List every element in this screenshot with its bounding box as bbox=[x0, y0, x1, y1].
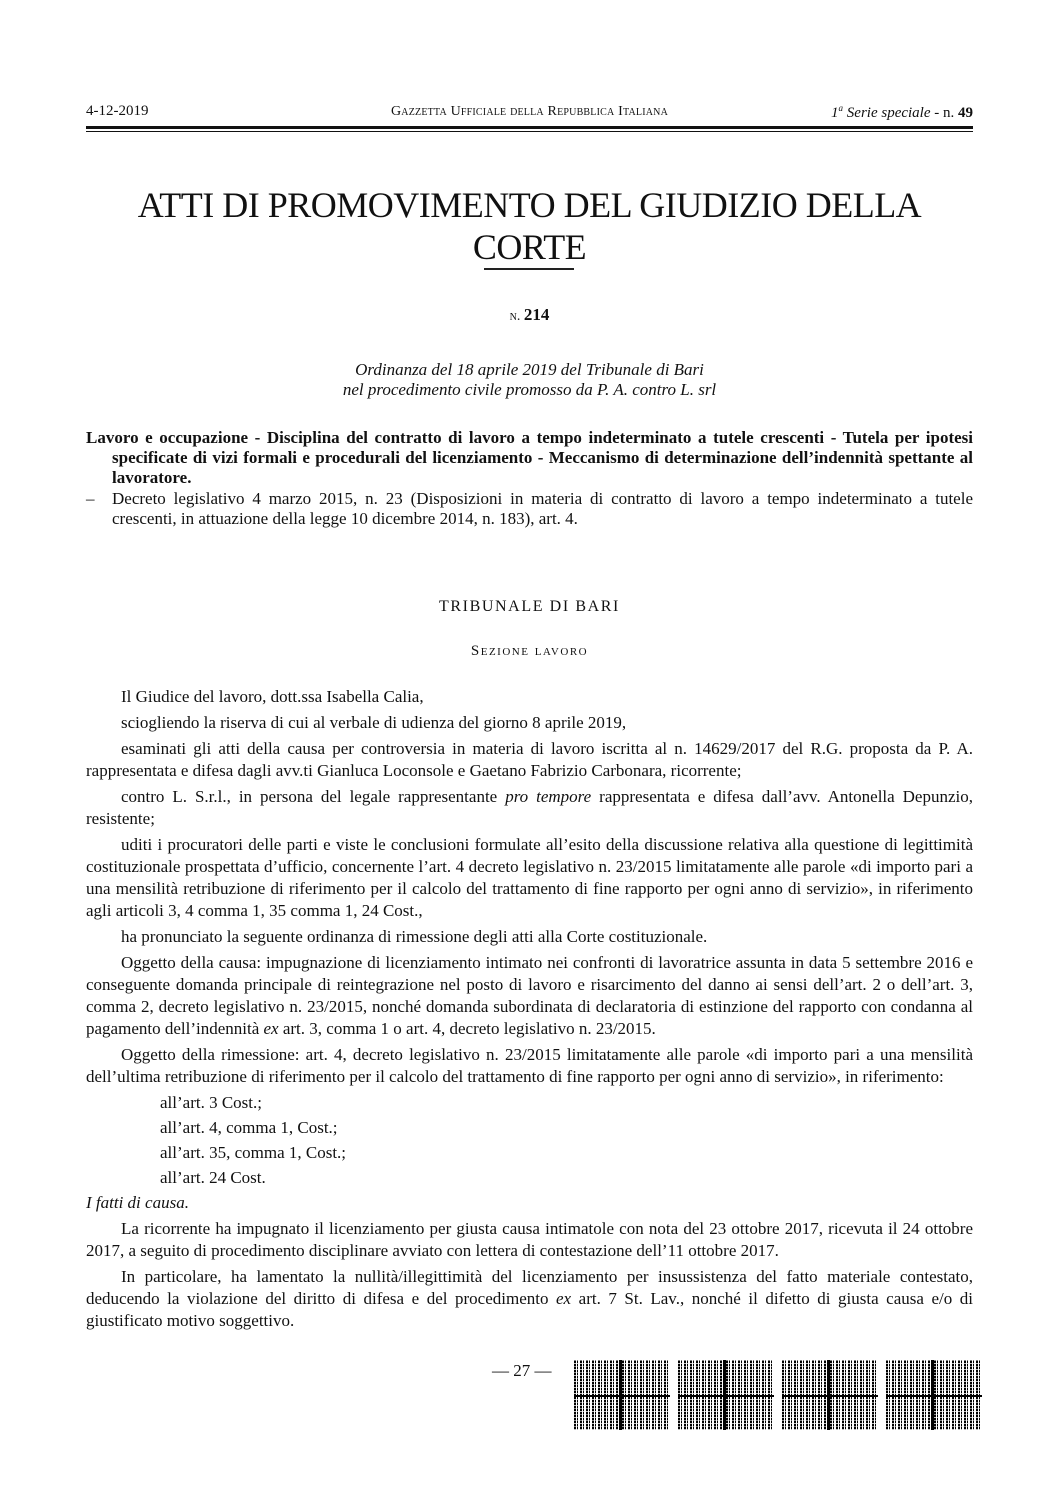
series-info bbox=[831, 103, 973, 122]
title-divider bbox=[484, 268, 574, 270]
page-footer bbox=[86, 1360, 973, 1430]
paragraph: sciogliendo la riserva di cui al verbale di udienza del giorno 8 aprile 2019, bbox=[121, 713, 627, 732]
series-ordinal: 1 bbox=[831, 105, 839, 121]
paragraph: Oggetto della rimessione: art. 4, decreto legislativo n. 23/2015 limitatamente alle parole «di importo pari a una mensilità dell’ultima retribuzione di riferimento per il calcolo del trattamento di fine rapporto per ogni anno di servizio», in riferimento: bbox=[86, 1045, 973, 1086]
ordinance-line-1: Ordinanza del 18 aprile 2019 del Tribunale di Bari bbox=[355, 360, 704, 379]
subject-heading: Lavoro e occupazione - Disciplina del contratto di lavoro a tempo indeterminato a tutele crescenti - Tutela per ipotesi specificate di vizi formali e procedurali del licenziamento - Meccanismo di determinazione dell’indennità spettante al lavoratore. bbox=[86, 428, 973, 487]
datamatrix-code-icon bbox=[886, 1360, 982, 1430]
paragraph: uditi i procuratori delle parti e viste le conclusioni formulate all’esito della discussione relativa alla questione di legittimità costituzionale prospettata d’ufficio, concernente l’art. 4 decreto legislativo n. 23/2015 limitatamente alle parole «di importo pari a una mensilità retribuzione di riferimento per il calcolo del trattamento di fine rapporto per ogni anno di servizio», in riferimento agli articoli 3, 4 comma 1, 35 comma 1, 24 Cost., bbox=[86, 835, 973, 920]
list-item: all’art. 4, comma 1, Cost.; bbox=[160, 1118, 338, 1137]
italic-run: ex bbox=[556, 1289, 572, 1308]
subject-block bbox=[86, 428, 973, 529]
text-run: rappresentata e difesa dall’avv. Antonella Depunzio, resistente; bbox=[86, 787, 973, 828]
running-header bbox=[86, 103, 973, 125]
text-run: Oggetto della causa: impugnazione di licenziamento intimato nei confronti di lavoratrice assunta in data 5 settembre 2016 e conseguente domanda principale di reintegrazione nel posto di lavoro e risarcimento del danno ai sensi dell’art. 2 o dell’art. 3, comma 2, decreto legislativo n. 23/2015, nonché domanda subordinata di declaratoria di estinzione del rapporto con condanna al pagamento dell’indennità bbox=[86, 953, 973, 1038]
text-run: In particolare, ha lamentato la nullità/illegittimità del licenziamento per insussistenza del fatto materiale contestato, deducendo la violazione del diritto di difesa e del procedimento bbox=[86, 1267, 973, 1308]
italic-run: ex bbox=[263, 1019, 279, 1038]
paragraph: ha pronunciato la seguente ordinanza di rimessione degli atti alla Corte costituzionale. bbox=[121, 927, 708, 946]
series-ordinal-suffix: a bbox=[838, 103, 844, 113]
text-run: contro L. S.r.l., in persona del legale rappresentante bbox=[121, 787, 506, 806]
act-number-prefix: n. bbox=[509, 309, 524, 324]
paragraph: esaminati gli atti della causa per controversia in materia di lavoro iscritta al n. 14629/2017 del R.G. proposta da P. A. rappresentata e difesa dagli avv.ti Gianluca Loconsole e Gaetano Fabrizio Carbonara, ricorrente; bbox=[86, 739, 973, 780]
act-number-value: 214 bbox=[523, 305, 550, 324]
issue-date: 4-12-2019 bbox=[86, 103, 149, 119]
series-label: Serie speciale bbox=[843, 105, 931, 121]
text-run: art. 7 St. Lav., nonché il difetto di giusta causa e/o di giustificato motivo soggettivo. bbox=[86, 1289, 973, 1330]
paragraph bbox=[86, 786, 973, 830]
publication-name: Gazzetta Ufficiale della Repubblica Italiana bbox=[390, 104, 669, 119]
header-rule-thin bbox=[86, 131, 973, 132]
court-section: Sezione lavoro bbox=[470, 643, 589, 659]
paragraph: Il Giudice del lavoro, dott.ssa Isabella Calia, bbox=[121, 687, 424, 706]
page-number: — 27 — bbox=[492, 1361, 552, 1380]
ordinance-caption bbox=[86, 360, 973, 400]
decree-reference bbox=[86, 489, 973, 529]
text-run: art. 3, comma 1 o art. 4, decreto legislativo n. 23/2015. bbox=[278, 1019, 656, 1038]
header-rule-thick bbox=[86, 126, 973, 129]
ordinance-body bbox=[86, 686, 973, 1336]
paragraph bbox=[86, 952, 973, 1040]
datamatrix-code-icon bbox=[574, 1360, 670, 1430]
act-number bbox=[86, 305, 973, 325]
facts-heading: I fatti di causa. bbox=[86, 1193, 189, 1212]
series-number: 49 bbox=[958, 105, 973, 121]
list-item: all’art. 35, comma 1, Cost.; bbox=[160, 1143, 347, 1162]
ordinance-line-2: nel procedimento civile promosso da P. A. contro L. srl bbox=[342, 380, 717, 399]
decree-text: Decreto legislativo 4 marzo 2015, n. 23 (Disposizioni in materia di contratto di lavoro a tempo indeterminato a tutele crescenti, in attuazione della legge 10 dicembre 2014, n. 183), art. 4. bbox=[112, 489, 973, 528]
section-title: ATTI DI PROMOVIMENTO DEL GIUDIZIO DELLA CORTE bbox=[137, 185, 922, 267]
series-separator: - n. bbox=[930, 105, 958, 121]
datamatrix-codes bbox=[574, 1360, 982, 1430]
datamatrix-code-icon bbox=[782, 1360, 878, 1430]
datamatrix-code-icon bbox=[678, 1360, 774, 1430]
court-name: TRIBUNALE DI BARI bbox=[439, 598, 620, 615]
list-item: all’art. 24 Cost. bbox=[160, 1168, 266, 1187]
italic-run: pro tempore bbox=[505, 787, 592, 806]
paragraph: La ricorrente ha impugnato il licenziamento per giusta causa intimatole con nota del 23 ottobre 2017, ricevuta il 24 ottobre 2017, a seguito di procedimento disciplinare avviato con lettera di contestazione dell’11 ottobre 2017. bbox=[86, 1219, 973, 1260]
dash-bullet: – bbox=[86, 489, 95, 508]
paragraph bbox=[86, 1266, 973, 1332]
list-item: all’art. 3 Cost.; bbox=[160, 1093, 262, 1112]
